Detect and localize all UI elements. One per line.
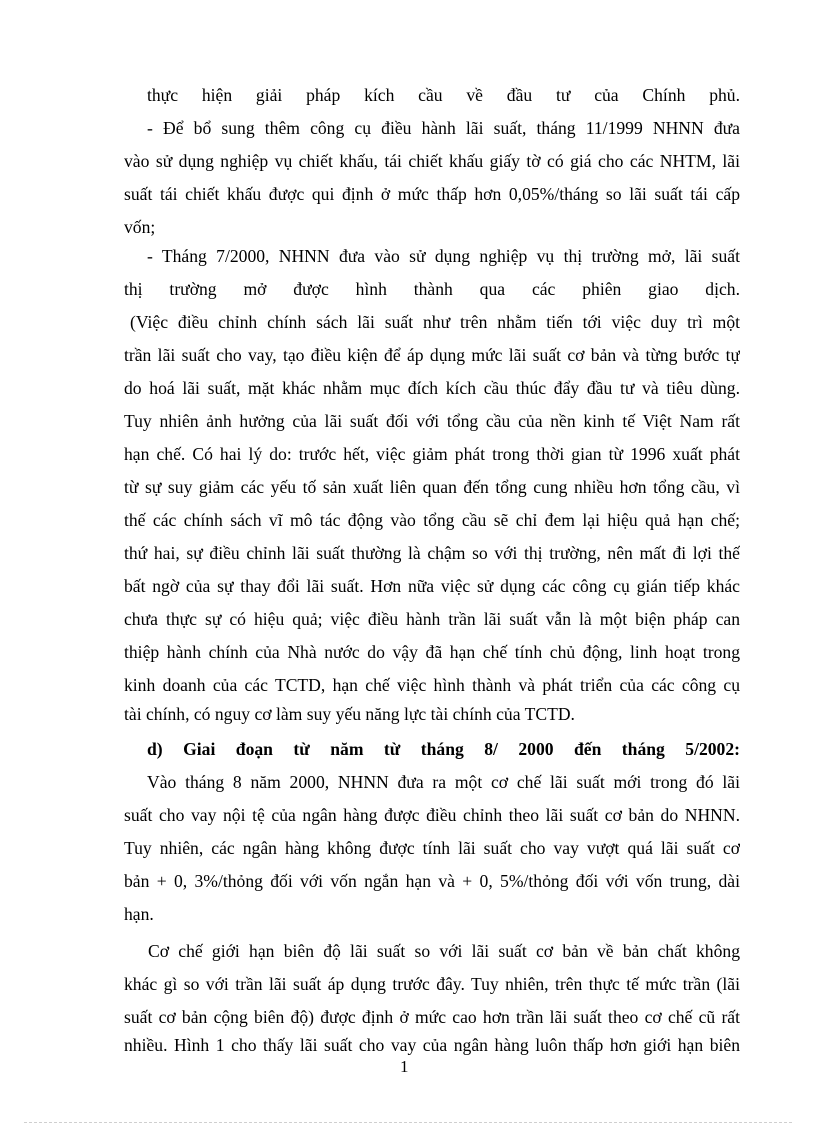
text-line-26: hạn.: [124, 904, 154, 924]
text-line-4: suất tái chiết khấu được qui định ở mức thấp hơn 0,05%/tháng so lãi suất tái cấp: [124, 184, 740, 204]
text-line-16: bất ngờ của sự thay đổi lãi suất. Hơn nữa việc sử dụng các công cụ gián tiếp khác: [124, 576, 740, 596]
text-line-15: thứ hai, sự điều chỉnh lãi suất thường là chậm so với thị trường, nên mất đi lợi thế: [124, 543, 740, 563]
text-line-1: thực hiện giải pháp kích cầu về đầu tư của Chính phủ.: [147, 85, 740, 105]
text-line-2: - Để bổ sung thêm công cụ điều hành lãi suất, tháng 11/1999 NHNN đưa: [147, 118, 740, 138]
text-line-25: bản + 0, 3%/thỏng đối với vốn ngắn hạn và + 0, 5%/thỏng đối với vốn trung, dài: [124, 871, 740, 891]
text-line-10: do hoá lãi suất, mặt khác nhằm mục đích kích cầu thúc đẩy đầu tư và tiêu dùng.: [124, 378, 740, 398]
text-line-17: chưa thực sự có hiệu quả; việc điều hành trần lãi suất vẫn là một biện pháp can: [124, 609, 740, 629]
text-line-19: kinh doanh của các TCTD, hạn chế việc hình thành và phát triển của các công cụ: [124, 675, 740, 695]
text-line-9: trần lãi suất cho vay, tạo điều kiện để áp dụng mức lãi suất cơ bản và từng bước tự: [124, 345, 740, 365]
text-line-22: Vào tháng 8 năm 2000, NHNN đưa ra một cơ chế lãi suất mới trong đó lãi: [147, 772, 740, 792]
text-line-27: Cơ chế giới hạn biên độ lãi suất so với lãi suất cơ bản về bản chất không: [148, 941, 740, 961]
text-line-7: thị trường mở được hình thành qua các phiên giao dịch.: [124, 279, 740, 299]
text-line-11: Tuy nhiên ảnh hưởng của lãi suất đối với tổng cầu của nền kinh tế Việt Nam rất: [124, 411, 740, 431]
page-number: 1: [400, 1057, 409, 1076]
text-line-18: thiệp hành chính của Nhà nước do vậy đã hạn chế tính chủ động, linh hoạt trong: [124, 642, 740, 662]
text-line-13: từ sự suy giảm các yếu tố sản xuất liên quan đến tổng cung nhiều hơn tổng cầu, vì: [124, 477, 740, 497]
text-line-14: thế các chính sách vĩ mô tác động vào tổng cầu sẽ chỉ đem lại hiệu quả hạn chế;: [124, 510, 740, 530]
text-line-3: vào sử dụng nghiệp vụ chiết khấu, tái chiết khấu giấy tờ có giá cho các NHTM, lãi: [124, 151, 740, 171]
text-line-24: Tuy nhiên, các ngân hàng không được tính lãi suất cho vay vượt quá lãi suất cơ: [124, 838, 740, 858]
text-line-5: vốn;: [124, 217, 156, 237]
text-line-28: khác gì so với trần lãi suất áp dụng trước đây. Tuy nhiên, trên thực tế mức trần (lãi: [124, 974, 740, 994]
text-line-23: suất cho vay nội tệ của ngân hàng được điều chỉnh theo lãi suất cơ bản do NHNN.: [124, 805, 740, 825]
text-line-6: - Tháng 7/2000, NHNN đưa vào sử dụng nghiệp vụ thị trường mở, lãi suất: [147, 246, 740, 266]
text-line-12: hạn chế. Có hai lý do: trước hết, việc giảm phát trong thời gian từ 1996 xuất phát: [124, 444, 740, 464]
text-line-30: nhiều. Hình 1 cho thấy lãi suất cho vay của ngân hàng luôn thấp hơn giới hạn biên: [124, 1035, 740, 1055]
text-line-8: (Việc điều chỉnh chính sách lãi suất như trên nhằm tiến tới việc duy trì một: [130, 312, 740, 332]
section-heading: d) Giai đoạn từ năm từ tháng 8/ 2000 đến tháng 5/2002:: [147, 739, 740, 759]
text-line-29: suất cơ bản cộng biên độ) được định ở mức cao hơn trần lãi suất theo cơ chế cũ rất: [124, 1007, 740, 1027]
text-line-20: tài chính, có nguy cơ làm suy yếu năng lực tài chính của TCTD.: [124, 704, 575, 724]
